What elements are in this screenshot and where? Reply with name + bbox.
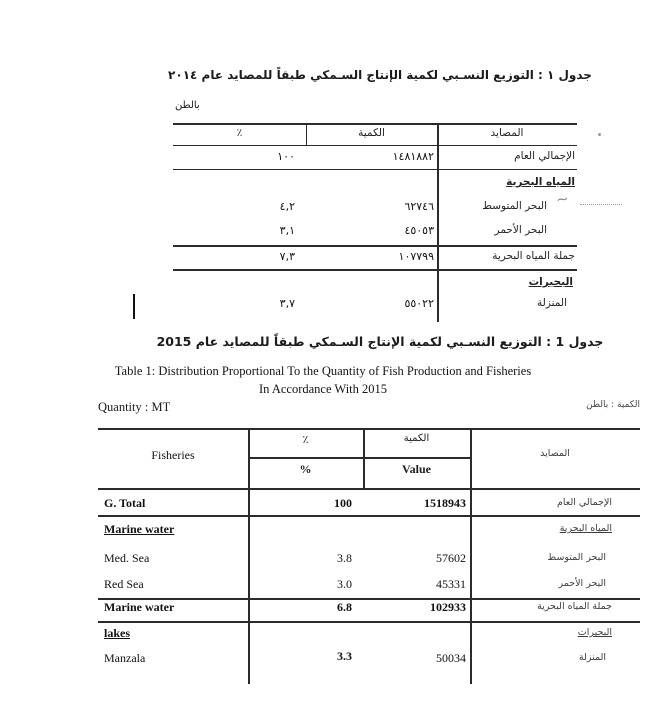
t15-quantity-value: 50034	[436, 651, 466, 665]
t14-percent-value: ٤,٢	[279, 200, 295, 213]
t15-subtotal-rule-bottom	[98, 621, 640, 623]
table-2015-title-english-line2: In Accordance With 2015	[258, 382, 388, 396]
t15-quantity-value: 57602	[436, 551, 466, 565]
t14-header-percent: ٪	[236, 127, 243, 139]
t14-row-label: الإجمالي العام	[514, 150, 575, 162]
t15-header-bottom-rule	[98, 488, 640, 490]
t14-column-divider	[437, 123, 439, 322]
t15-row-label-ar: جملة المياه البحرية	[537, 601, 612, 612]
table-2014-title: جدول ١ : التوزيع النسـبي لكمية الإنتاج السـمكي طبقاً للمصايد عام ٢٠١٤	[168, 68, 592, 82]
t15-section-marine-water-ar: المياه البحرية	[559, 523, 612, 534]
t14-percent-value: ١٠٠	[277, 150, 295, 163]
t15-quantity-value: 45331	[436, 577, 466, 591]
t15-header-percent-ar: ٪	[302, 433, 309, 446]
t14-row-label: البحر الأحمر	[494, 224, 547, 236]
scan-dot-mark	[598, 133, 601, 136]
t14-row-label: البحر المتوسط	[482, 200, 547, 212]
t14-header-rule	[173, 145, 577, 146]
pencil-dotted-mark	[580, 204, 622, 205]
t14-quantity-value: ١٤٨١٨٨٢	[392, 150, 434, 163]
t14-subtotal-rule-top	[173, 245, 577, 247]
t15-row-label-en: Red Sea	[104, 577, 144, 591]
t14-section-lakes: البحيرات	[528, 276, 573, 288]
t14-row-label: جملة المياه البحرية	[492, 250, 575, 262]
t15-row-label-ar: المنزلة	[578, 652, 606, 663]
table-2015-title-english: Table 1: Distribution Proportional To the Quantity of Fish Production and Fisheries	[114, 364, 532, 378]
t15-total-rule	[98, 515, 640, 517]
table-2015-title-arabic: جدول 1 : التوزيع النسـبي لكمية الإنتاج السـمكي طبقاً للمصايد عام 2015	[156, 334, 604, 349]
pencil-squiggle-mark: ~	[554, 189, 570, 209]
t14-header-fisheries: المصايد	[490, 127, 524, 139]
t14-quantity-value: ٤٥٠٥٣	[404, 224, 434, 237]
quantity-unit-left: Quantity : MT	[98, 400, 171, 414]
t15-top-border	[98, 428, 640, 430]
t15-row-label-en: G. Total	[104, 496, 146, 510]
t14-percent-value: ٧,٣	[279, 250, 295, 263]
t14-top-border	[173, 123, 577, 125]
t15-header-percent-en: %	[299, 462, 312, 476]
t15-row-label-ar: الإجمالي العام	[556, 497, 612, 508]
t15-row-label-ar: البحر المتوسط	[547, 552, 606, 563]
t14-subtotal-rule-bottom	[173, 269, 577, 271]
t14-quantity-value: ٥٥٠٢٢	[404, 297, 434, 310]
t15-header-value-en: Value	[402, 462, 431, 476]
t14-section-marine-water: المياه البحرية	[506, 176, 575, 188]
t15-percent-value: 3.8	[337, 551, 352, 565]
table-2014-unit-label: بالطن	[175, 100, 200, 111]
t15-divider-arabic	[470, 428, 472, 684]
t15-header-fisheries-ar: المصايد	[540, 448, 570, 459]
t15-row-label-en: Med. Sea	[104, 551, 150, 565]
t15-quantity-value: 102933	[430, 600, 466, 614]
t15-quantity-value: 1518943	[424, 496, 466, 510]
t15-percent-value: 3.3	[337, 649, 352, 663]
t14-row-label: المنزلة	[537, 297, 567, 309]
t15-row-label-en: Manzala	[104, 651, 146, 665]
t15-header-quantity-ar: الكمية	[403, 433, 430, 444]
t15-section-lakes: lakes	[104, 626, 131, 640]
t15-header-fisheries-en: Fisheries	[151, 448, 195, 462]
t14-total-rule	[173, 169, 577, 170]
t15-header-mid-rule	[248, 457, 470, 459]
t14-percent-value: ٣,١	[279, 224, 295, 237]
t15-percent-value: 100	[334, 496, 352, 510]
t15-section-marine-water: Marine water	[104, 522, 175, 536]
t14-header-quantity: الكمية	[358, 127, 385, 139]
margin-bar-mark	[133, 294, 135, 319]
t14-quantity-value: ٦٢٧٤٦	[404, 200, 434, 213]
t14-quantity-value: ١٠٧٧٩٩	[398, 250, 434, 263]
t15-percent-value: 6.8	[337, 600, 352, 614]
t15-row-label-en: Marine water	[104, 600, 175, 614]
t14-percent-value: ٣,٧	[279, 297, 295, 310]
quantity-unit-right: الكمية : بالطن	[586, 400, 640, 410]
t15-percent-value: 3.0	[337, 577, 352, 591]
t15-row-label-ar: البحر الأحمر	[558, 578, 606, 589]
t15-section-lakes-ar: البحيرات	[577, 627, 612, 638]
